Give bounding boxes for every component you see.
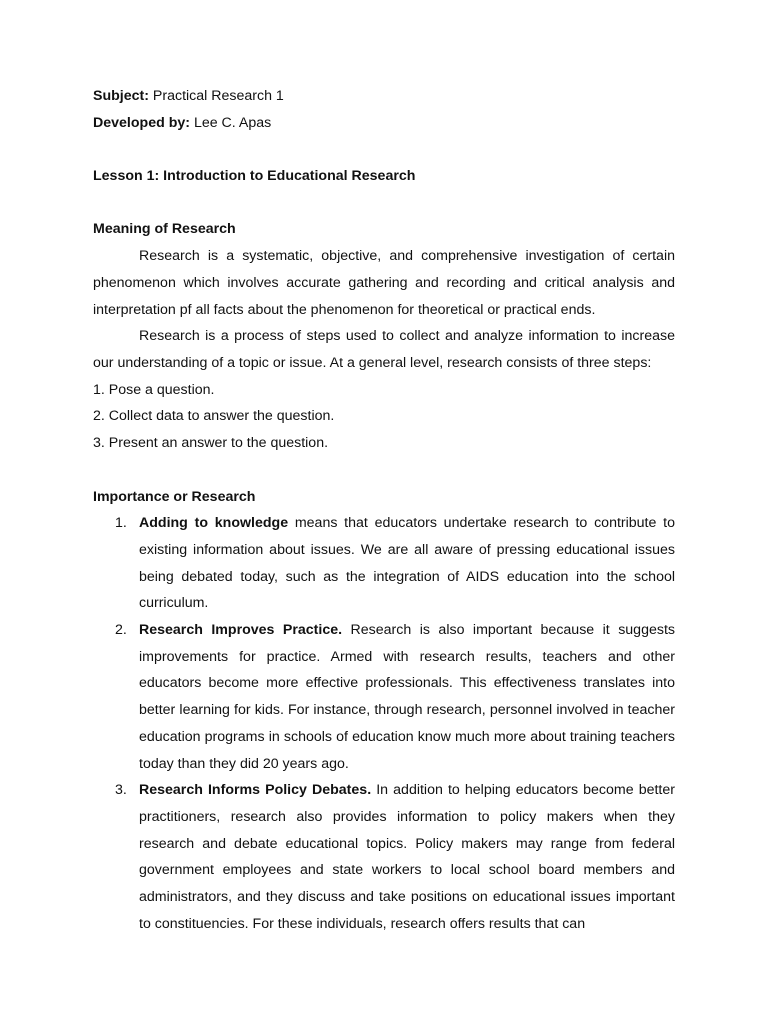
subject-line xyxy=(93,83,675,110)
item-term: Research Informs Policy Debates. xyxy=(139,782,372,799)
importance-list xyxy=(93,510,675,937)
list-item: 2. Collect data to answer the question. xyxy=(93,408,335,425)
item-text: In addition to helping educators become better practitioners, research also provides information to policy makers when they research and debate educational topics. Policy makers may range from federal government employees and state workers to local school board members and administrators, and they discuss and take positions on educational issues important to constituencies. For these individuals, research offers results that can xyxy=(139,782,675,932)
item-term: Adding to knowledge xyxy=(139,515,289,532)
list-item: 1. Pose a question. xyxy=(93,381,215,398)
list-number: 2. xyxy=(115,622,127,639)
developer-label: Developed by: xyxy=(93,114,190,131)
lesson-title: Lesson 1: Introduction to Educational Research xyxy=(93,168,416,185)
meaning-paragraph-1: Research is a systematic, objective, and comprehensive investigation of certain phenomenon which involves accurate gathering and recording and critical analysis and interpretation pf all facts about the phenomenon for theoretical or practical ends. xyxy=(93,248,675,318)
list-item xyxy=(93,617,675,777)
list-item xyxy=(93,510,675,617)
research-steps-list xyxy=(93,377,675,457)
list-number: 1. xyxy=(115,515,127,532)
list-number: 3. xyxy=(115,782,127,799)
meaning-paragraph-2: Research is a process of steps used to collect and analyze information to increase our understanding of a topic or issue. At a general level, research consists of three steps: xyxy=(93,328,675,371)
document-body xyxy=(93,83,675,937)
importance-heading: Importance or Research xyxy=(93,488,256,505)
list-item: 3. Present an answer to the question. xyxy=(93,435,329,452)
developer-line xyxy=(93,110,675,137)
meaning-heading: Meaning of Research xyxy=(93,221,236,238)
item-term: Research Improves Practice. xyxy=(139,622,343,639)
spacer xyxy=(93,457,675,484)
item-text: Research is also important because it suggests improvements for practice. Armed with research results, teachers and other educators become more effective professionals. This effectiveness translates into better learning for kids. For instance, through research, personnel involved in teacher education programs in schools of education know much more about training teachers today than they did 20 years ago. xyxy=(139,622,675,772)
spacer xyxy=(93,136,675,163)
item-text: means that educators undertake research to contribute to existing information about issues. We are all aware of pressing educational issues being debated today, such as the integration of AIDS education into the school curriculum. xyxy=(139,515,675,612)
developer-value: Lee C. Apas xyxy=(193,114,272,131)
subject-label: Subject: xyxy=(93,88,149,104)
list-item xyxy=(93,777,675,937)
subject-value: Practical Research 1 xyxy=(152,88,284,104)
spacer xyxy=(93,190,675,217)
